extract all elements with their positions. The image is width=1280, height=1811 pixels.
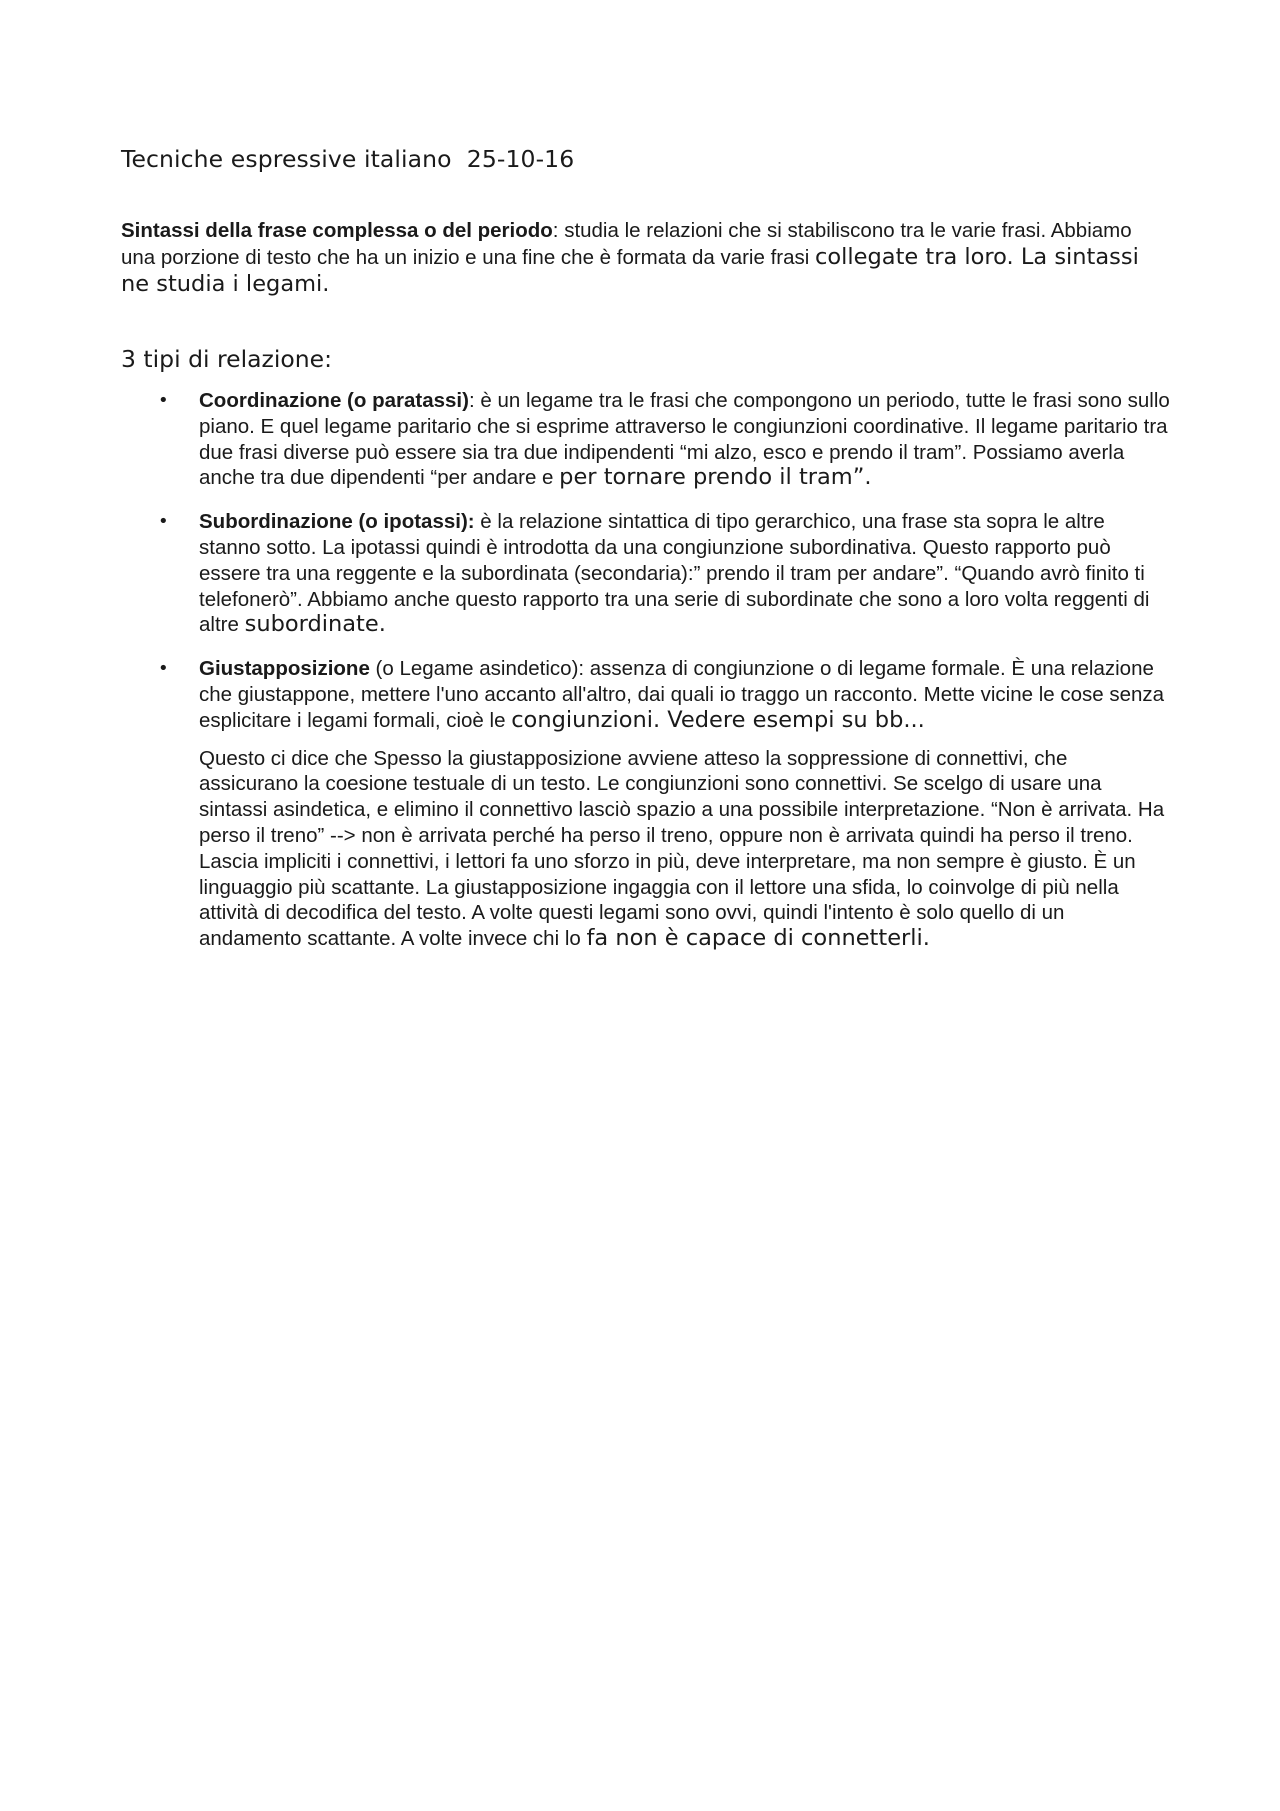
bullet-icon: • — [158, 390, 169, 411]
list-item-subordinazione — [121, 509, 1171, 638]
note-text: Questo ci dice che Spesso la giustapposizione avviene atteso la soppressione di connettivi, che assicurano la coesione testuale di un testo. Le congiunzioni sono connettivi. Se scelgo di usare una sintassi asindetica, e elimino il connettivo lasciò spazio a una possibile interpretazione. “Non è arrivata. Ha perso il treno” --> non è arrivata perché ha perso il treno, oppure non è arrivata quindi ha perso il treno. Lascia impliciti i connettivi, i lettori fa uno sforzo in più, deve interpretare, ma non sempre è giusto. È un linguaggio più scattante. La giustapposizione ingaggia con il lettore una sfida, lo coinvolge di più nella attività di decodifica del testo. A volte questi legami sono ovvi, quindi l'intento è solo quello di un andamento scattante. A volte invece chi lo — [199, 746, 1165, 951]
list-item-giustapposizione — [121, 656, 1171, 733]
item-tail: congiunzioni. Vedere esempi su bb... — [511, 706, 925, 733]
item-bold-term: Giustapposizione — [199, 657, 370, 681]
item-tail: subordinate. — [244, 611, 386, 638]
bullet-icon: • — [158, 511, 169, 533]
item-tail: per tornare prendo il tram”. — [559, 464, 872, 491]
relations-heading: 3 tipi di relazione: — [121, 345, 333, 373]
relations-list — [121, 388, 1171, 734]
intro-tail: collegate tra loro. La sintassi ne studia i legami. — [121, 244, 1139, 297]
note-tail: fa non è capace di connetterli. — [586, 925, 930, 952]
note-paragraph — [121, 746, 1171, 952]
bullet-icon: • — [158, 658, 169, 680]
intro-paragraph — [121, 218, 1171, 298]
document-page — [121, 144, 1171, 952]
document-title: Tecniche espressive italiano 25-10-16 — [121, 145, 575, 173]
list-item-coordinazione — [121, 388, 1171, 491]
item-text: (o Legame asindetico): assenza di congiunzione o di legame formale. È una relazione che giustappone, mettere l'uno accanto all'altro, dai quali io traggo un racconto. Mette vicine le cose senza esplicitare i legami formali, cioè le — [199, 657, 1165, 732]
item-text: è la relazione sintattica di tipo gerarchico, una frase sta sopra le altre stanno sotto. La ipotassi quindi è introdotta da una congiunzione subordinativa. Questo rapporto può essere tra una reggente e la subordinata (secondaria):” prendo il tram per andare”. “Quando avrò finito ti telefonerò”. Abbiamo anche questo rapporto tra una serie di subordinate che sono a loro volta reggenti di altre — [199, 510, 1150, 637]
intro-text: : studia le relazioni che si stabiliscono tra le varie frasi. Abbiamo una porzione di testo che ha un inizio e una fine che è formata da varie frasi — [121, 219, 1132, 269]
intro-bold-term: Sintassi della frase complessa o del periodo — [121, 219, 553, 242]
item-bold-term: Subordinazione (o ipotassi): — [199, 510, 475, 534]
item-bold-term: Coordinazione (o paratassi) — [199, 389, 469, 412]
item-text: : è un legame tra le frasi che compongono un periodo, tutte le frasi sono sullo piano. E quel legame paritario che si esprime attraverso le congiunzioni coordinative. Il legame paritario tra due frasi diverse può essere sia tra due indipendenti “mi alzo, esco e prendo il tram”. Possiamo averla anche tra due dipendenti “per andare e — [199, 389, 1170, 490]
